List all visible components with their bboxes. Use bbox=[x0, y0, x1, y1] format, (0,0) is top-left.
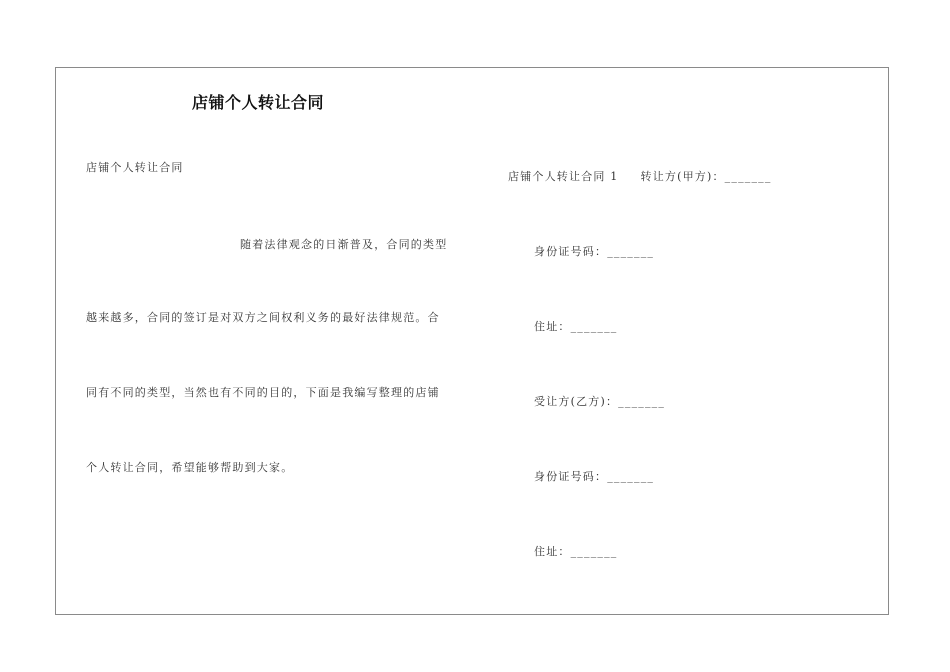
contract-number-label: 店铺个人转让合同 1 bbox=[508, 170, 619, 183]
page-frame bbox=[55, 67, 889, 615]
paragraph-line: 随着法律观念的日渐普及，合同的类型 bbox=[240, 238, 448, 251]
document-title: 店铺个人转让合同 bbox=[192, 93, 325, 112]
transferor-address-field: 住址：_______ bbox=[534, 320, 618, 333]
transferor-field: 转让方(甲方)：_______ bbox=[640, 170, 772, 183]
paragraph-line: 个人转让合同，希望能够帮助到大家。 bbox=[86, 461, 294, 474]
transferor-id-field: 身份证号码：_______ bbox=[534, 245, 655, 258]
document-subtitle: 店铺个人转让合同 bbox=[86, 161, 184, 174]
paragraph-line: 同有不同的类型，当然也有不同的目的，下面是我编写整理的店铺 bbox=[86, 386, 440, 399]
transferee-id-field: 身份证号码：_______ bbox=[534, 470, 655, 483]
paragraph-line: 越来越多，合同的签订是对双方之间权利义务的最好法律规范。合 bbox=[86, 311, 440, 324]
transferee-field: 受让方(乙方)：_______ bbox=[534, 395, 666, 408]
contract-header-row bbox=[508, 168, 772, 184]
transferee-address-field: 住址：_______ bbox=[534, 545, 618, 558]
